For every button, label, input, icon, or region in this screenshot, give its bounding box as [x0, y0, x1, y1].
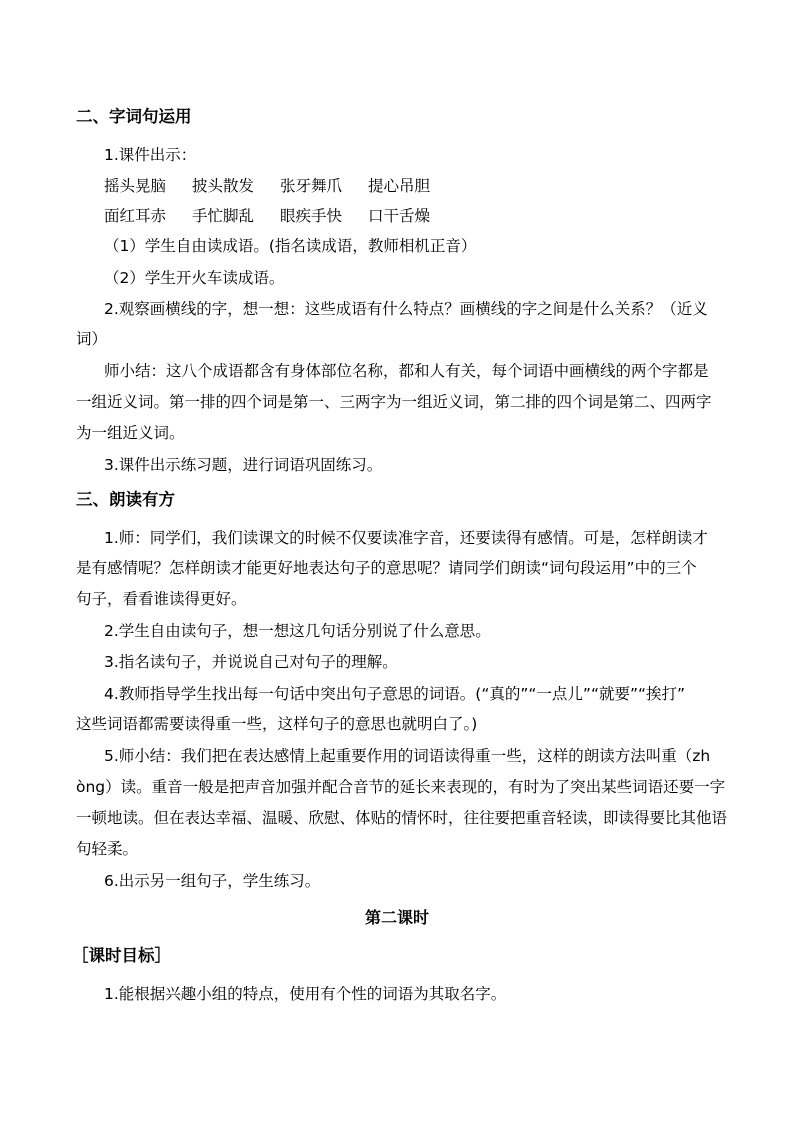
paragraph-guidance: 4.教师指导学生找出每一句话中突出句子意思的词语。(“真的”“一点儿”“就要”“挨打”	[104, 685, 686, 703]
sub-item-1: （1）学生自由读成语。(指名读成语，教师相机正音）	[104, 237, 477, 255]
paragraph-named-reading: 3.指名读句子，并说说自己对句子的理解。	[104, 653, 398, 671]
paragraph-observe-cont: 词）	[76, 330, 108, 348]
paragraph-guidance-cont: 这些词语都需要读得重一些，这样句子的意思也就明白了。)	[76, 715, 478, 733]
idiom: 张牙舞爪	[280, 177, 343, 195]
lesson-title: 第二课时	[364, 908, 429, 927]
idiom-row-1	[104, 176, 430, 196]
idiom: 面红耳赤	[104, 207, 167, 225]
section-heading-word-usage: 二、字词句运用	[76, 107, 192, 126]
paragraph-teacher-cont: 是有感情呢？怎样朗读才能更好地表达句子的意思呢？请同学们朗读“词句段运用”中的三个	[76, 559, 697, 577]
paragraph-teacher-cont: 句子，看看谁读得更好。	[76, 590, 247, 608]
lesson-goal-heading: ［课时目标］	[72, 946, 171, 965]
paragraph-courseware: 1.课件出示：	[104, 146, 197, 164]
lesson-goal-item: 1.能根据兴趣小组的特点，使用有个性的词语为其取名字。	[104, 985, 507, 1003]
paragraph-stress-reading-cont: 句轻柔。	[76, 840, 139, 858]
idiom: 眼疾手快	[280, 207, 343, 225]
idiom-row-2	[104, 206, 430, 226]
teacher-summary-cont: 一组近义词。第一排的四个词是第一、三两字为一组近义词，第二排的四个词是第二、四两字	[76, 393, 712, 411]
paragraph-stress-reading: 5.师小结：我们把在表达感情上起重要作用的词语读得重一些，这样的朗读方法叫重（zh	[104, 747, 711, 765]
paragraph-observe: 2.观察画横线的字，想一想：这些成语有什么特点？画横线的字之间是什么关系？（近义	[104, 300, 708, 318]
teacher-summary: 师小结：这八个成语都含有身体部位名称，都和人有关，每个词语中画横线的两个字都是	[104, 362, 709, 380]
paragraph-practice: 6.出示另一组句子，学生练习。	[104, 872, 321, 890]
paragraph-stress-reading-cont: òng）读。重音一般是把声音加强并配合音节的延长来表现的，有时为了突出某些词语还要一字	[76, 778, 726, 796]
idiom: 口干舌燥	[368, 207, 431, 225]
sub-item-2: （2）学生开火车读成语。	[104, 269, 285, 287]
idiom: 手忙脚乱	[192, 207, 255, 225]
paragraph-stress-reading-cont: 一顿地读。但在表达幸福、温暖、欣慰、体贴的情怀时，往往要把重音轻读，即读得要比其他语	[76, 809, 728, 827]
idiom: 提心吊胆	[368, 177, 431, 195]
paragraph-free-reading: 2.学生自由读句子，想一想这几句话分别说了什么意思。	[104, 622, 491, 640]
idiom: 披头散发	[192, 177, 255, 195]
idiom: 摇头晃脑	[104, 177, 167, 195]
paragraph-exercise: 3.课件出示练习题，进行词语巩固练习。	[104, 456, 383, 474]
section-heading-reading: 三、朗读有方	[76, 490, 175, 509]
teacher-summary-cont: 为一组近义词。	[76, 424, 185, 442]
paragraph-teacher: 1.师：同学们，我们读课文的时候不仅要读准字音，还要读得有感情。可是，怎样朗读才	[104, 529, 708, 547]
